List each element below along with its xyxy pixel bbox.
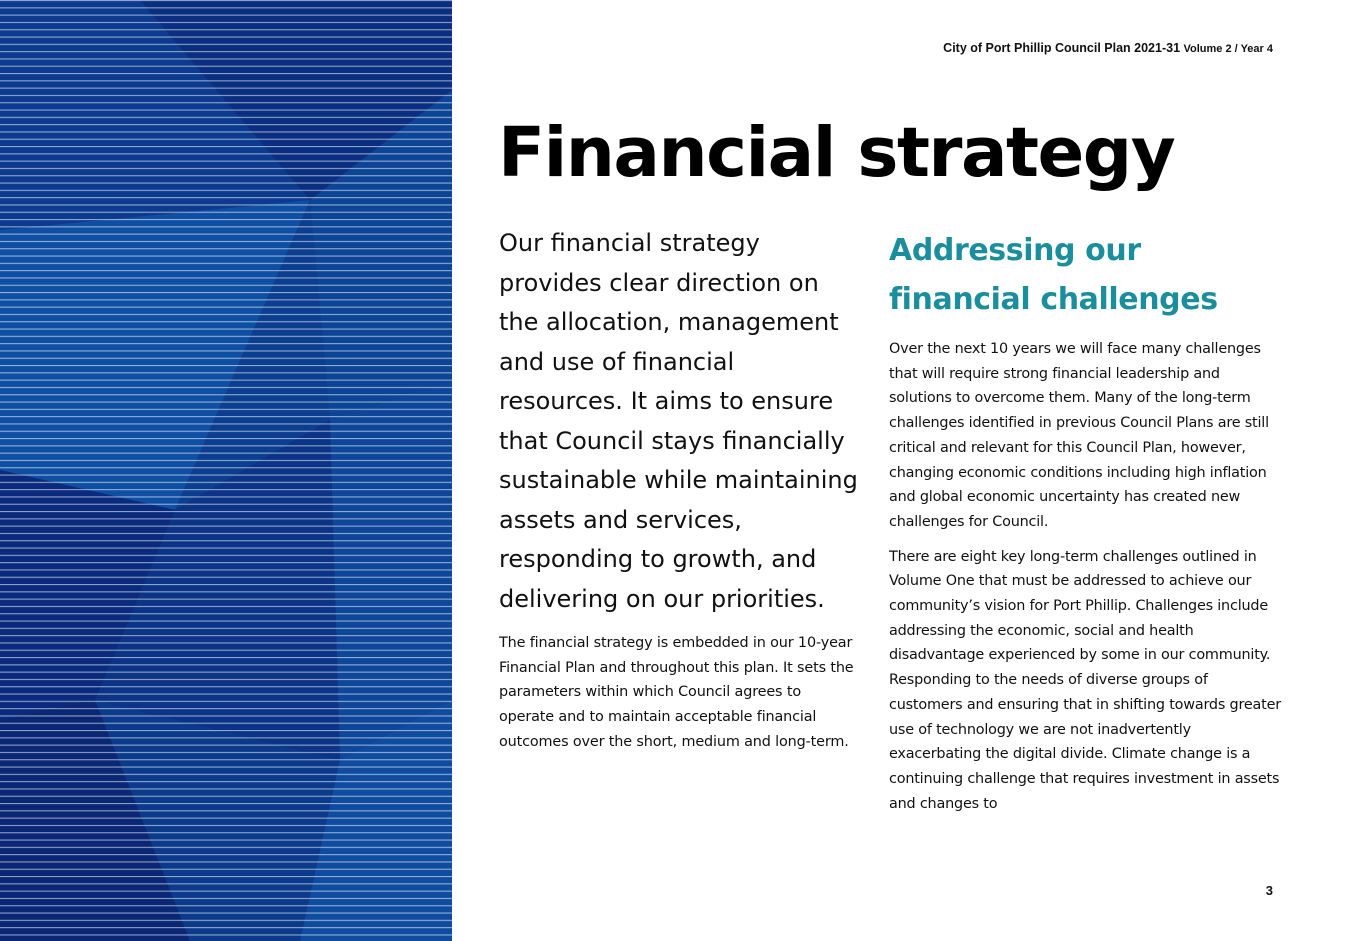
volume-label: Volume 2 / Year 4 (1183, 43, 1273, 55)
geometric-background-graphic (0, 0, 452, 941)
decorative-geometric-panel (0, 0, 452, 941)
page-title: Financial strategy (498, 113, 1175, 193)
body-paragraph: Over the next 10 years we will face many challenges that will require strong financial leadership and solutions to overcome them. Many of the long-term challenges identified in previous Council Plans are still critical and relevant for this Council Plan, however, changing economic conditions including high inflation and global economic uncertainty has created new challenges for Council. (889, 341, 1269, 530)
body-paragraph: There are eight key long-term challenges outlined in Volume One that must be addressed to achieve our community’s vision for Port Phillip. Challenges include addressing the economic, social and health disadvantage experienced by some in our community. Responding to the needs of diverse groups of customers and ensuring that in shifting towards greater use of technology we are not inadvertently exacerbating the digital divide. Climate change is a continuing challenge that requires investment in assets and changes to (889, 548, 1281, 812)
document-title: City of Port Phillip Council Plan 2021-31 (943, 41, 1181, 55)
section-heading: Addressing our financial challenges (889, 233, 1218, 317)
left-column (499, 224, 859, 755)
page-number: 3 (1265, 883, 1273, 898)
body-paragraph: The financial strategy is embedded in our 10-year Financial Plan and throughout this plan. It sets the parameters within which Council agrees to operate and to maintain acceptable financial outcomes over the short, medium and long-term. (499, 635, 854, 750)
lead-paragraph: Our financial strategy provides clear direction on the allocation, management and use of financial resources. It aims to ensure that Council stays financially sustainable while maintaining assets and services, responding to growth, and delivering on our priorities. (499, 229, 858, 613)
running-header (943, 41, 1273, 55)
right-column (889, 226, 1281, 816)
